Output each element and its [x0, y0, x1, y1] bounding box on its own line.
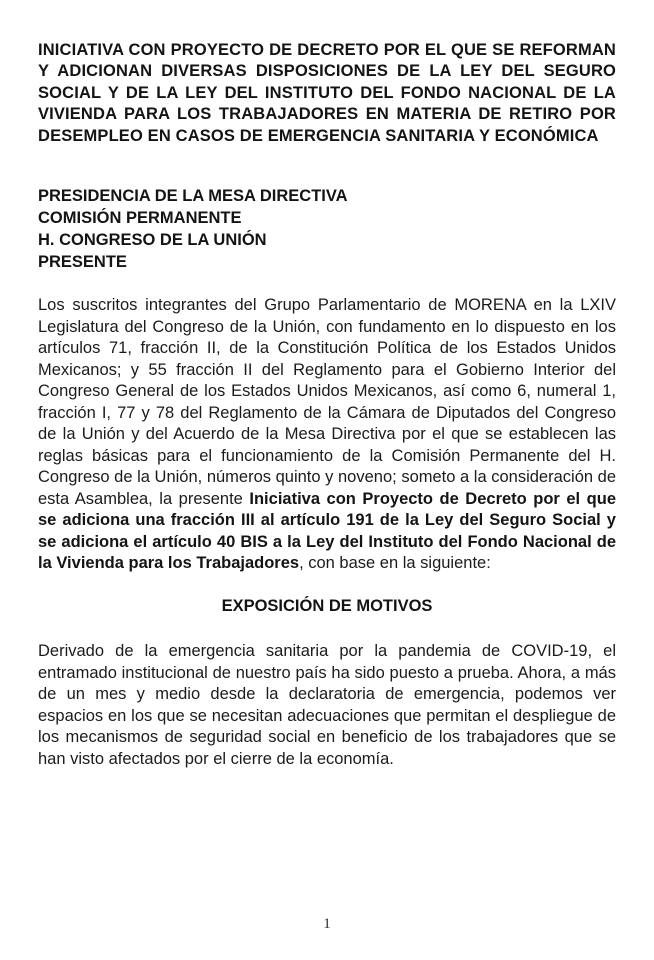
addressee-line-presidencia: PRESIDENCIA DE LA MESA DIRECTIVA — [38, 187, 348, 206]
intro-text-regular: Los suscritos integrantes del Grupo Parlamentario de MORENA en la LXIV Legislatura del Congreso de la Unión, con fundamento en lo dispuesto en los artículos 71, fracción II, de la Constitución Política de los Estados Unidos Mexicanos; y 55 fracción II del Reglamento para el Gobierno Interior del Congreso General de los Estados Unidos Mexicanos, así como 6, numeral 1, fracción I, 77 y 78 del Reglamento de la Cámara de Diputados del Congreso de la Unión y del Acuerdo de la Mesa Directiva por el que se establecen las reglas básicas para el funcionamiento de la Comisión Permanente del H. Congreso de la Unión, números quinto y noveno; someto a la consideración de esta Asamblea, la presente — [38, 296, 616, 508]
addressee-line-presente: PRESENTE — [38, 253, 127, 272]
intro-text-tail: , con base en la siguiente: — [299, 554, 491, 573]
document-title: INICIATIVA CON PROYECTO DE DECRETO POR EL QUE SE REFORMAN Y ADICIONAN DIVERSAS DISPOSICIONES DE LA LEY DEL SEGURO SOCIAL Y DE LA LEY DEL INSTITUTO DEL FONDO NACIONAL DE LA VIVIENDA PARA LOS TRABAJADORES EN MATERIA DE RETIRO POR DESEMPLEO EN CASOS DE EMERGENCIA SANITARIA Y ECONÓMICA — [38, 41, 616, 145]
page-number: 1 — [323, 916, 331, 932]
section-heading-exposicion: EXPOSICIÓN DE MOTIVOS — [221, 596, 433, 615]
addressee-block — [38, 185, 616, 273]
body-paragraph: Derivado de la emergencia sanitaria por la pandemia de COVID-19, el entramado institucional de nuestro país ha sido puesto a prueba. Ahora, a más de un mes y medio desde la declaratoria de emergencia, podemos ver espacios en los que se necesitan adecuaciones que permitan el despliegue de los mecanismos de seguridad social en beneficio de los trabajadores que se han visto afectados por el cierre de la economía. — [38, 642, 616, 768]
intro-text-bold-decree-name: Iniciativa con Proyecto de Decreto por el que se adiciona una fracción III al artículo 191 de la Ley del Seguro Social y se adiciona el artículo 40 BIS a la Ley del Instituto del Fondo Nacional de la Vivienda para los Trabajadores — [38, 489, 616, 573]
intro-paragraph — [38, 295, 616, 575]
addressee-line-congreso: H. CONGRESO DE LA UNIÓN — [38, 231, 267, 250]
addressee-line-comision: COMISIÓN PERMANENTE — [38, 209, 242, 228]
page-content — [38, 0, 616, 770]
